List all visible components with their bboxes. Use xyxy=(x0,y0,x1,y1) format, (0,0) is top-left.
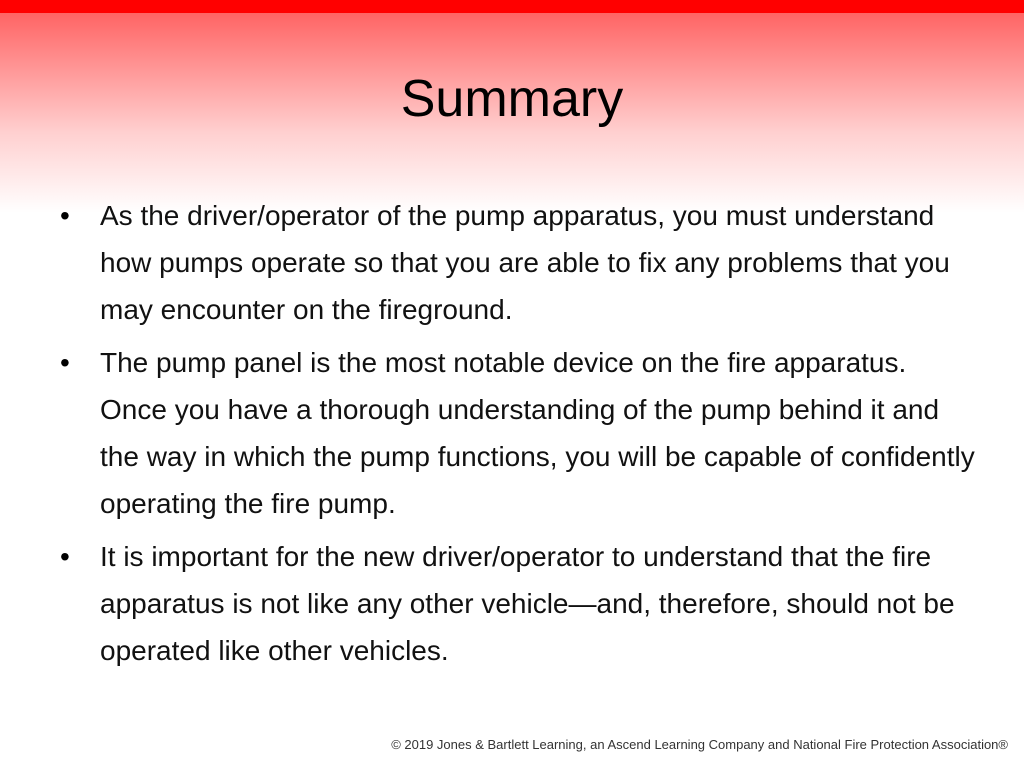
bullet-item xyxy=(60,533,980,674)
bullet-dot-icon: • xyxy=(60,200,70,231)
bullet-text: As the driver/operator of the pump apparatus, you must understand how pumps operate so that you are able to fix any problems that you may encounter on the fireground. xyxy=(100,200,950,325)
top-red-stripe xyxy=(0,0,1024,13)
bullet-item xyxy=(60,192,980,333)
slide-title: Summary xyxy=(400,70,624,128)
bullet-dot-icon: • xyxy=(60,541,70,572)
bullet-item xyxy=(60,339,980,527)
copyright-footer: © 2019 Jones & Bartlett Learning, an Ascend Learning Company and National Fire Protection Association® xyxy=(391,737,1008,752)
bullet-text: The pump panel is the most notable device on the fire apparatus. Once you have a thorough understanding of the pump behind it and the way in which the pump functions, you will be capable of confidently operating the fire pump. xyxy=(100,347,975,519)
bullet-dot-icon: • xyxy=(60,347,70,378)
bullet-list xyxy=(60,192,980,680)
bullet-text: It is important for the new driver/operator to understand that the fire apparatus is not like any other vehicle—and, therefore, should not be operated like other vehicles. xyxy=(100,541,955,666)
